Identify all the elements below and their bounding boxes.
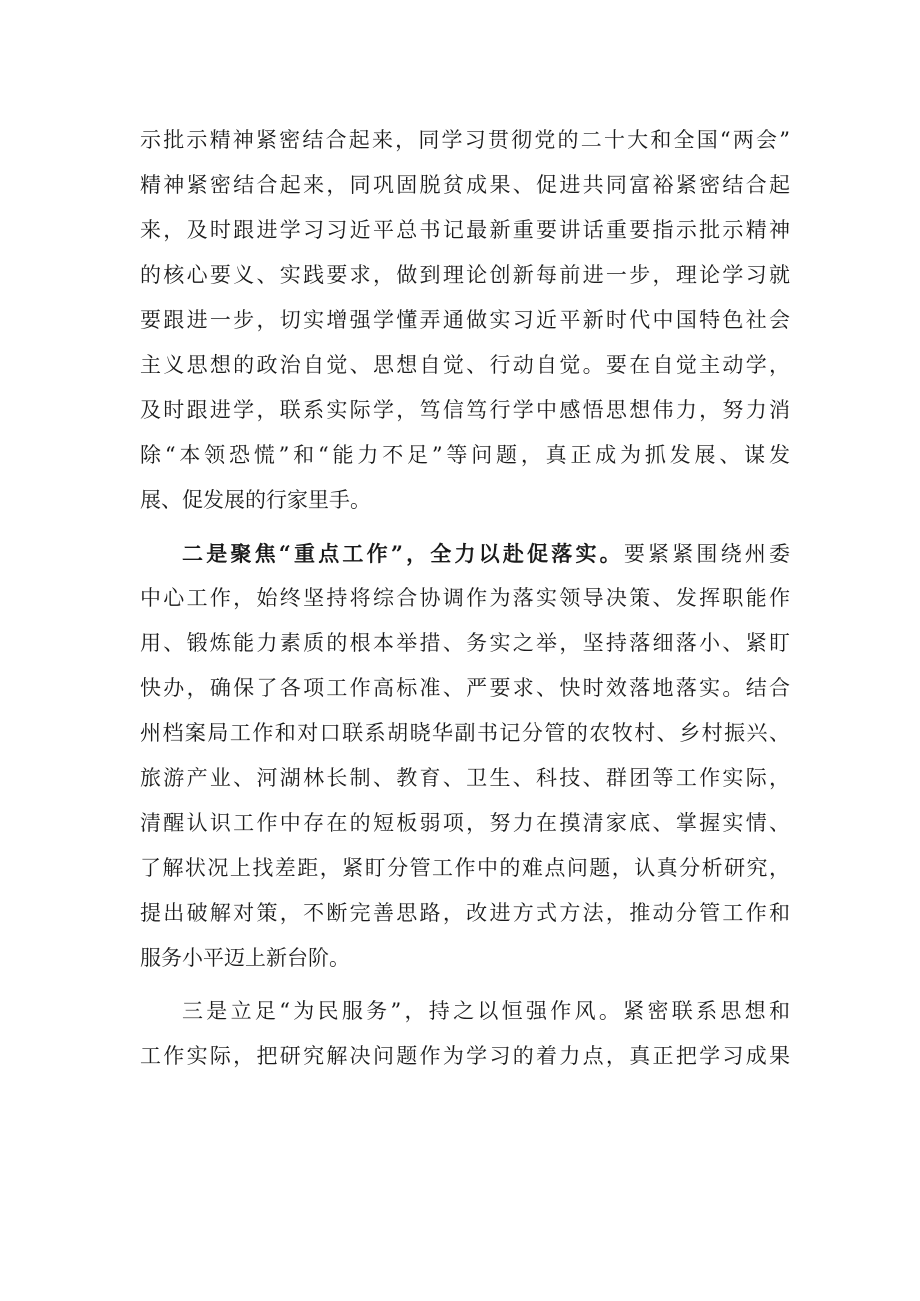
text-line: 除“本领恐慌”和“能力不足”等问题，真正成为抓发展、谋发 [140, 443, 790, 467]
paragraph-heading: 二是聚焦“重点工作”，全力以赴促落实。 [182, 541, 624, 566]
text-line: 用、锻炼能力素质的根本举措、务实之举，坚持落细落小、紧盯 [140, 631, 790, 655]
paragraph-1 [140, 118, 790, 523]
text-line: 精神紧密结合起来，同巩固脱贫成果、促进共同富裕紧密结合起 [140, 173, 790, 197]
text-line: 主义思想的政治自觉、思想自觉、行动自觉。要在自觉主动学， [140, 353, 790, 377]
text-line: 州档案局工作和对口联系胡晓华副书记分管的农牧村、乡村振兴、 [140, 721, 790, 745]
text-line: 了解状况上找差距，紧盯分管工作中的难点问题，认真分析研究， [140, 856, 790, 880]
text-line: 提出破解对策，不断完善思路，改进方式方法，推动分管工作和 [140, 901, 790, 925]
text-line: 服务小平迈上新台阶。 [140, 946, 350, 970]
text-line: 中心工作，始终坚持将综合协调作为落实领导决策、发挥职能作 [140, 586, 790, 610]
heading-continuation: 要紧紧围绕州委 [623, 542, 790, 566]
paragraph-spacer [140, 981, 790, 989]
text-line: 工作实际，把研究解决问题作为学习的着力点，真正把学习成果 [140, 1044, 790, 1068]
paragraph-3 [140, 989, 790, 1079]
text-line: 示批示精神紧密结合起来，同学习贯彻党的二十大和全国“两会” [140, 128, 790, 152]
paragraph-2 [140, 531, 790, 981]
paragraph-spacer [140, 523, 790, 531]
text-line: 的核心要义、实践要求，做到理论创新每前进一步，理论学习就 [140, 263, 790, 287]
text-line: 展、促发展的行家里手。 [140, 488, 371, 512]
text-line: 要跟进一步，切实增强学懂弄通做实习近平新时代中国特色社会 [140, 308, 790, 332]
text-line: 快办，确保了各项工作高标准、严要求、快时效落地落实。结合 [140, 676, 790, 700]
text-line: 旅游产业、河湖林长制、教育、卫生、科技、群团等工作实际， [140, 766, 790, 790]
text-line: 及时跟进学，联系实际学，笃信笃行学中感悟思想伟力，努力消 [140, 398, 790, 422]
text-line: 来，及时跟进学习习近平总书记最新重要讲话重要指示批示精神 [140, 218, 790, 242]
document-body [140, 118, 790, 1079]
text-line [140, 531, 790, 576]
text-line: 清醒认识工作中存在的短板弱项，努力在摸清家底、掌握实情、 [140, 811, 790, 835]
text-line: 三是立足“为民服务”，持之以恒强作风。紧密联系思想和 [182, 999, 790, 1023]
